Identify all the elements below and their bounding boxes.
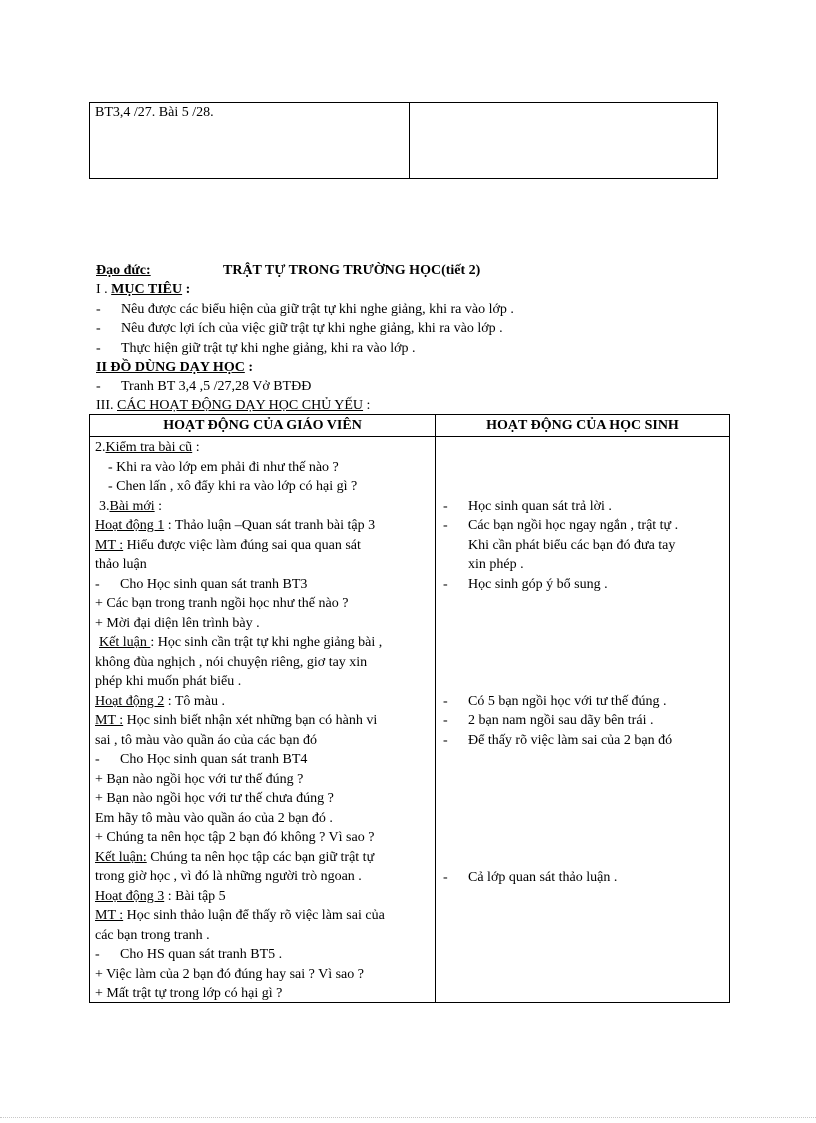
previous-homework-cell: BT3,4 /27. Bài 5 /28.	[90, 103, 410, 178]
previous-section-table	[89, 102, 718, 179]
teacher-line: - Chen lấn , xô đẩy khi ra vào lớp có hại gì ?	[108, 479, 358, 494]
teacher-line: phép khi muốn phát biểu .	[95, 674, 242, 689]
teacher-line: - Khi ra vào lớp em phải đi như thế nào ?	[108, 460, 339, 475]
lesson-subject: Đạo đức:	[96, 263, 151, 278]
teacher-line: Hoạt động 2 : Tô màu .	[95, 694, 226, 709]
student-line: xin phép .	[468, 557, 524, 572]
empty-cell	[410, 103, 717, 178]
teacher-line: + Bạn nào ngồi học với tư thế chưa đúng ?	[95, 791, 334, 806]
student-line: - Các bạn ngồi học ngay ngắn , trật tự .	[443, 518, 679, 533]
table-header-row	[90, 415, 729, 437]
section-activities-title: III. CÁC HOẠT ĐỘNG DẠY HỌC CHỦ YẾU :	[96, 398, 371, 413]
teacher-column-header: HOẠT ĐỘNG CỦA GIÁO VIÊN	[163, 418, 362, 433]
student-line: - Có 5 bạn ngồi học với tư thế đúng .	[443, 694, 667, 709]
teacher-line: sai , tô màu vào quần áo của các bạn đó	[95, 733, 317, 748]
teacher-line: - Cho HS quan sát tranh BT5 .	[95, 947, 283, 962]
section-materials-title: II ĐỒ DÙNG DẠY HỌC :	[96, 360, 253, 375]
teacher-line: + Các bạn trong tranh ngồi học như thế nào ?	[95, 596, 349, 611]
teacher-line: + Mất trật tự trong lớp có hại gì ?	[95, 986, 283, 1001]
objective-item: - Nêu được các biểu hiện của giữ trật tự khi nghe giảng, khi ra vào lớp .	[96, 302, 514, 317]
teacher-line: trong giờ học , vì đó là những người trò ngoan .	[95, 869, 362, 884]
student-line: Khi cần phát biểu các bạn đó đưa tay	[468, 538, 676, 553]
objective-item: - Thực hiện giữ trật tự khi nghe giảng, khi ra vào lớp .	[96, 341, 416, 356]
column-divider	[435, 415, 436, 1002]
student-column-header: HOẠT ĐỘNG CỦA HỌC SINH	[486, 418, 679, 433]
teacher-line: Kết luận : Học sinh cần trật tự khi nghe giảng bài ,	[99, 635, 383, 650]
teacher-line: các bạn trong tranh .	[95, 928, 210, 943]
teacher-line: + Chúng ta nên học tập 2 bạn đó không ? Vì sao ?	[95, 830, 375, 845]
student-line: - Để thấy rõ việc làm sai của 2 bạn đó	[443, 733, 673, 748]
objective-item: - Nêu được lợi ích của việc giữ trật tự khi nghe giảng, khi ra vào lớp .	[96, 321, 503, 336]
teacher-line: - Cho Học sinh quan sát tranh BT3	[95, 577, 308, 592]
teacher-line: + Mời đại diện lên trình bày .	[95, 616, 260, 631]
page-footer-divider	[0, 1117, 816, 1118]
teacher-line: - Cho Học sinh quan sát tranh BT4	[95, 752, 308, 767]
material-item: - Tranh BT 3,4 ,5 /27,28 Vở BTĐĐ	[96, 379, 312, 394]
teacher-line: MT : Học sinh thảo luận để thấy rõ việc làm sai của	[95, 908, 385, 923]
lesson-title: TRẬT TỰ TRONG TRƯỜNG HỌC(tiết 2)	[223, 263, 481, 278]
teacher-line: 2.Kiểm tra bài cũ :	[95, 440, 200, 455]
teacher-line: Hoạt động 3 : Bài tập 5	[95, 889, 226, 904]
student-line: - Học sinh quan sát trả lời .	[443, 499, 612, 514]
teacher-line: + Việc làm của 2 bạn đó đúng hay sai ? Vì sao ?	[95, 967, 364, 982]
student-line: - 2 bạn nam ngồi sau dãy bên trái .	[443, 713, 654, 728]
teacher-line: Hoạt động 1 : Thảo luận –Quan sát tranh bài tập 3	[95, 518, 376, 533]
teacher-line: Em hãy tô màu vào quần áo của 2 bạn đó .	[95, 811, 333, 826]
teacher-line: thảo luận	[95, 557, 147, 572]
student-line: - Học sinh góp ý bổ sung .	[443, 577, 608, 592]
section-objectives-title: I . MỤC TIÊU :	[96, 282, 191, 297]
student-line: - Cả lớp quan sát thảo luận .	[443, 870, 618, 885]
activities-table	[89, 414, 730, 1003]
teacher-line: 3.Bài mới :	[99, 499, 163, 514]
teacher-line: + Bạn nào ngồi học với tư thế đúng ?	[95, 772, 304, 787]
teacher-line: MT : Hiểu được việc làm đúng sai qua quan sát	[95, 538, 361, 553]
teacher-line: Kết luận: Chúng ta nên học tập các bạn giữ trật tự	[95, 850, 375, 865]
teacher-line: MT : Học sinh biết nhận xét những bạn có hành vi	[95, 713, 378, 728]
teacher-line: không đùa nghịch , nói chuyện riêng, giơ tay xin	[95, 655, 368, 670]
